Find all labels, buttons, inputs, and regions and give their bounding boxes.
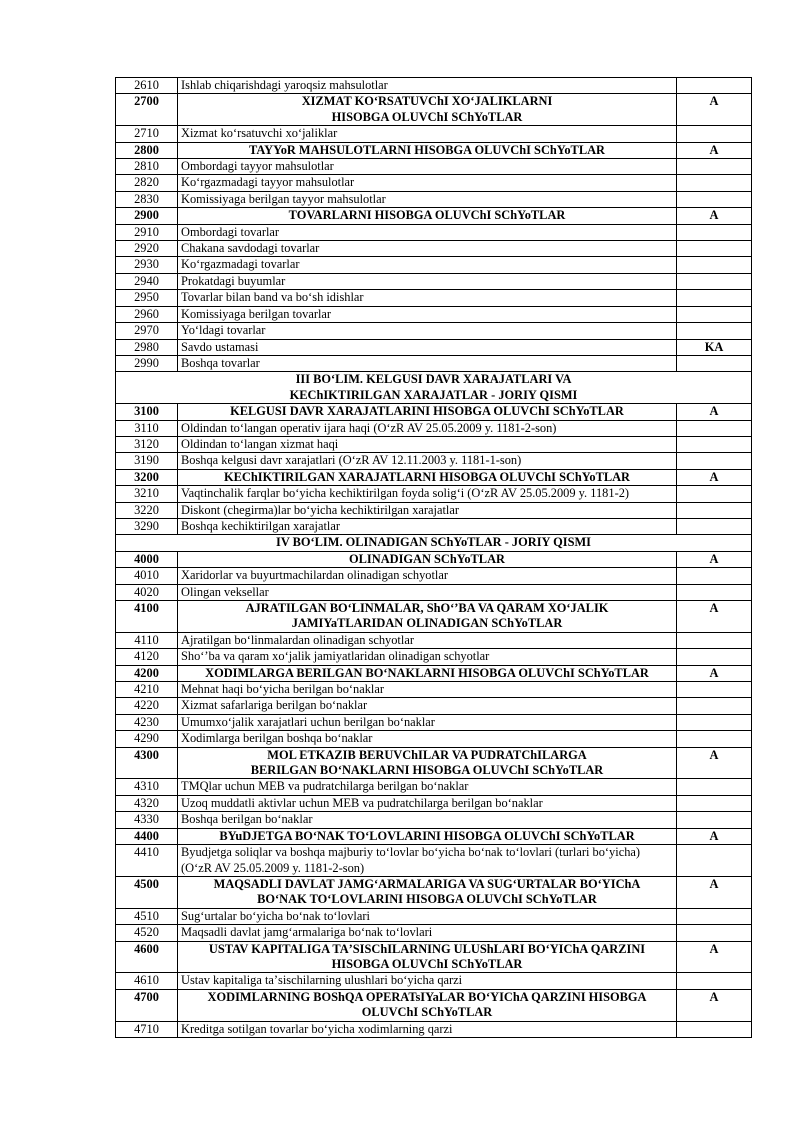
account-type-flag xyxy=(677,78,752,94)
account-code: 4320 xyxy=(116,795,178,811)
account-code: 4110 xyxy=(116,632,178,648)
account-code: 3200 xyxy=(116,469,178,485)
account-code: 4100 xyxy=(116,601,178,633)
account-name xyxy=(178,845,677,877)
account-group-row xyxy=(116,601,752,633)
account-type-flag xyxy=(677,420,752,436)
account-group-title-line: BERILGAN BOʻNAKLARNI HISOBGA OLUVChI SChYoTLAR xyxy=(250,763,604,778)
account-code: 2610 xyxy=(116,78,178,94)
account-name: Prokatdagi buyumlar xyxy=(178,273,677,289)
account-name: Oldindan toʻlangan operativ ijara haqi (OʻzR AV 25.05.2009 y. 1181-2-son) xyxy=(178,420,677,436)
account-type-flag xyxy=(677,1021,752,1037)
account-type-flag xyxy=(677,257,752,273)
account-group-title-line: BOʻNAK TOʻLOVLARINI HISOBGA OLUVChI SChYoTLAR xyxy=(257,892,597,907)
account-row xyxy=(116,257,752,273)
account-row xyxy=(116,502,752,518)
account-type-flag: A xyxy=(677,404,752,420)
account-name: Ajratilgan boʻlinmalardan olinadigan schyotlar xyxy=(178,632,677,648)
account-code: 4220 xyxy=(116,698,178,714)
account-code: 2970 xyxy=(116,323,178,339)
account-group-title-line: MOL ETKAZIB BERUVChILAR VA PUDRATChILARGA xyxy=(267,747,587,762)
account-group-title xyxy=(178,747,677,779)
account-code: 4210 xyxy=(116,682,178,698)
account-group-title xyxy=(178,551,677,567)
account-type-flag xyxy=(677,241,752,257)
account-type-flag xyxy=(677,306,752,322)
account-group-title-line: JAMIYaTLARIDAN OLINADIGAN SChYoTLAR xyxy=(291,616,563,631)
account-group-title-line: HISOBGA OLUVChI SChYoTLAR xyxy=(331,109,523,124)
account-row xyxy=(116,323,752,339)
account-row xyxy=(116,731,752,747)
account-type-flag xyxy=(677,273,752,289)
account-type-flag xyxy=(677,779,752,795)
account-code: 2800 xyxy=(116,142,178,158)
account-group-title xyxy=(178,989,677,1021)
account-type-flag: A xyxy=(677,469,752,485)
account-row xyxy=(116,436,752,452)
account-row xyxy=(116,175,752,191)
account-name: Boshqa tovarlar xyxy=(178,355,677,371)
account-row xyxy=(116,126,752,142)
account-code: 3210 xyxy=(116,486,178,502)
account-code: 4010 xyxy=(116,568,178,584)
table-body xyxy=(116,78,752,1038)
account-group-title xyxy=(178,208,677,224)
account-type-flag xyxy=(677,323,752,339)
account-code: 4710 xyxy=(116,1021,178,1037)
account-row xyxy=(116,779,752,795)
account-name: Sugʻurtalar boʻyicha boʻnak toʻlovlari xyxy=(178,908,677,924)
account-type-flag: A xyxy=(677,941,752,973)
account-name: Ombordagi tayyor mahsulotlar xyxy=(178,159,677,175)
account-code: 3120 xyxy=(116,436,178,452)
account-code: 3110 xyxy=(116,420,178,436)
account-row xyxy=(116,908,752,924)
account-type-flag xyxy=(677,973,752,989)
account-row xyxy=(116,355,752,371)
account-row xyxy=(116,714,752,730)
account-code: 2920 xyxy=(116,241,178,257)
account-row xyxy=(116,486,752,502)
account-row xyxy=(116,306,752,322)
account-type-flag: KA xyxy=(677,339,752,355)
section-title-line: IV BOʻLIM. OLINADIGAN SChYoTLAR - JORIY QISMI xyxy=(276,535,591,550)
account-name-line: Byudjetga soliqlar va boshqa majburiy toʻlovlar boʻyicha boʻnak toʻlovlari (turlari boʻyicha) xyxy=(181,845,641,860)
account-type-flag xyxy=(677,731,752,747)
account-code: 3220 xyxy=(116,502,178,518)
account-name: Maqsadli davlat jamgʻarmalariga boʻnak toʻlovlari xyxy=(178,925,677,941)
account-group-row xyxy=(116,551,752,567)
account-name: Vaqtinchalik farqlar boʻyicha kechiktirilgan foyda soligʻi (OʻzR AV 25.05.2009 y. 1181-2) xyxy=(178,486,677,502)
account-code: 2810 xyxy=(116,159,178,175)
account-group-title-line: TAYYoR MAHSULOTLARNI HISOBGA OLUVChI SChYoTLAR xyxy=(249,142,605,157)
account-name: Xizmat koʻrsatuvchi xoʻjaliklar xyxy=(178,126,677,142)
account-group-title-line: BYuDJETGA BOʻNAK TOʻLOVLARINI HISOBGA OLUVChI SChYoTLAR xyxy=(219,828,635,843)
account-code: 2700 xyxy=(116,94,178,126)
account-type-flag xyxy=(677,191,752,207)
account-name: Xaridorlar va buyurtmachilardan olinadigan schyotlar xyxy=(178,568,677,584)
account-type-flag xyxy=(677,908,752,924)
section-heading-row xyxy=(116,372,752,404)
account-row xyxy=(116,795,752,811)
account-code: 2910 xyxy=(116,224,178,240)
account-name: Xizmat safarlariga berilgan boʻnaklar xyxy=(178,698,677,714)
account-name: Koʻrgazmadagi tovarlar xyxy=(178,257,677,273)
account-type-flag xyxy=(677,584,752,600)
account-type-flag xyxy=(677,518,752,534)
chart-of-accounts-table xyxy=(115,77,752,1038)
account-code: 3190 xyxy=(116,453,178,469)
account-row xyxy=(116,698,752,714)
account-row xyxy=(116,973,752,989)
account-group-row xyxy=(116,747,752,779)
account-row xyxy=(116,273,752,289)
account-name: Mehnat haqi boʻyicha berilgan boʻnaklar xyxy=(178,682,677,698)
account-group-title-line: XODIMLARNING BOShQA OPERATsIYaLAR BOʻYIChA QARZINI HISOBGA xyxy=(207,989,647,1004)
account-code: 2820 xyxy=(116,175,178,191)
account-row xyxy=(116,241,752,257)
account-code: 4520 xyxy=(116,925,178,941)
account-group-title-line: OLINADIGAN SChYoTLAR xyxy=(349,551,505,566)
account-name: Savdo ustamasi xyxy=(178,339,677,355)
account-code: 4700 xyxy=(116,989,178,1021)
section-title-line: KEChIKTIRILGAN XARAJATLAR - JORIY QISMI xyxy=(289,387,578,402)
account-group-title-line: HISOBGA OLUVChI SChYoTLAR xyxy=(331,956,523,971)
account-code: 4020 xyxy=(116,584,178,600)
account-type-flag xyxy=(677,453,752,469)
account-row xyxy=(116,518,752,534)
section-title-line: III BOʻLIM. KELGUSI DAVR XARAJATLARI VA xyxy=(295,372,572,387)
account-type-flag xyxy=(677,159,752,175)
account-code: 4000 xyxy=(116,551,178,567)
account-row xyxy=(116,1021,752,1037)
section-title xyxy=(116,372,752,404)
account-type-flag xyxy=(677,714,752,730)
account-name: Ombordagi tovarlar xyxy=(178,224,677,240)
account-row xyxy=(116,290,752,306)
account-type-flag xyxy=(677,795,752,811)
account-row xyxy=(116,453,752,469)
account-type-flag xyxy=(677,436,752,452)
account-group-title-line: XIZMAT KOʻRSATUVChI XOʻJALIKLARNI xyxy=(301,94,553,109)
account-type-flag xyxy=(677,355,752,371)
account-row xyxy=(116,925,752,941)
account-type-flag: A xyxy=(677,94,752,126)
account-row xyxy=(116,649,752,665)
account-code: 4230 xyxy=(116,714,178,730)
account-group-row xyxy=(116,469,752,485)
account-group-row xyxy=(116,208,752,224)
account-row xyxy=(116,584,752,600)
account-type-flag: A xyxy=(677,665,752,681)
account-row xyxy=(116,78,752,94)
account-type-flag xyxy=(677,224,752,240)
account-code: 2950 xyxy=(116,290,178,306)
section-heading-row xyxy=(116,535,752,551)
account-name: Umumxoʻjalik xarajatlari uchun berilgan boʻnaklar xyxy=(178,714,677,730)
account-row xyxy=(116,568,752,584)
account-code: 3290 xyxy=(116,518,178,534)
account-code: 4290 xyxy=(116,731,178,747)
account-code: 2930 xyxy=(116,257,178,273)
account-type-flag xyxy=(677,502,752,518)
account-code: 4330 xyxy=(116,812,178,828)
account-code: 4200 xyxy=(116,665,178,681)
account-name: Ustav kapitaliga taʼsischilarning ulushlari boʻyicha qarzi xyxy=(178,973,677,989)
account-group-row xyxy=(116,142,752,158)
account-group-title xyxy=(178,142,677,158)
account-name: Oldindan toʻlangan xizmat haqi xyxy=(178,436,677,452)
account-type-flag: A xyxy=(677,208,752,224)
account-group-title xyxy=(178,404,677,420)
account-code: 2940 xyxy=(116,273,178,289)
account-code: 2900 xyxy=(116,208,178,224)
account-row xyxy=(116,191,752,207)
account-name: Yoʻldagi tovarlar xyxy=(178,323,677,339)
account-row xyxy=(116,159,752,175)
section-title xyxy=(116,535,752,551)
account-group-title xyxy=(178,94,677,126)
account-group-title-line: MAQSADLI DAVLAT JAMGʻARMALARIGA VA SUGʻURTALAR BOʻYIChA xyxy=(213,876,641,891)
account-name-line: (OʻzR AV 25.05.2009 y. 1181-2-son) xyxy=(181,860,365,875)
account-group-title-line: OLUVChI SChYoTLAR xyxy=(361,1005,493,1020)
account-code: 2960 xyxy=(116,306,178,322)
account-type-flag xyxy=(677,682,752,698)
account-group-row xyxy=(116,941,752,973)
account-row xyxy=(116,339,752,355)
account-group-title xyxy=(178,601,677,633)
account-row xyxy=(116,682,752,698)
account-type-flag xyxy=(677,126,752,142)
account-row xyxy=(116,632,752,648)
account-group-row xyxy=(116,989,752,1021)
account-name: Tovarlar bilan band va boʻsh idishlar xyxy=(178,290,677,306)
account-group-title-line: TOVARLARNI HISOBGA OLUVChI SChYoTLAR xyxy=(288,208,566,223)
account-type-flag: A xyxy=(677,828,752,844)
account-type-flag xyxy=(677,698,752,714)
account-row xyxy=(116,812,752,828)
account-name: Olingan veksellar xyxy=(178,584,677,600)
account-name: Boshqa kelgusi davr xarajatlari (OʻzR AV 12.11.2003 y. 1181-1-son) xyxy=(178,453,677,469)
account-group-row xyxy=(116,665,752,681)
account-name: Uzoq muddatli aktivlar uchun MEB va pudratchilarga berilgan boʻnaklar xyxy=(178,795,677,811)
account-code: 4400 xyxy=(116,828,178,844)
account-code: 4500 xyxy=(116,876,178,908)
account-type-flag xyxy=(677,568,752,584)
account-name: Komissiyaga berilgan tovarlar xyxy=(178,306,677,322)
account-name: Shoʻʼba va qaram xoʻjalik jamiyatlaridan olinadigan schyotlar xyxy=(178,649,677,665)
account-name: Komissiyaga berilgan tayyor mahsulotlar xyxy=(178,191,677,207)
account-code: 3100 xyxy=(116,404,178,420)
account-code: 4510 xyxy=(116,908,178,924)
account-name: Koʻrgazmadagi tayyor mahsulotlar xyxy=(178,175,677,191)
account-type-flag: A xyxy=(677,601,752,633)
account-group-row xyxy=(116,94,752,126)
account-group-title-line: KEChIKTIRILGAN XARAJATLARNI HISOBGA OLUVChI SChYoTLAR xyxy=(224,469,630,484)
account-code: 4600 xyxy=(116,941,178,973)
account-group-row xyxy=(116,828,752,844)
account-type-flag xyxy=(677,925,752,941)
account-type-flag xyxy=(677,845,752,877)
account-group-title xyxy=(178,876,677,908)
account-group-row xyxy=(116,404,752,420)
account-code: 2830 xyxy=(116,191,178,207)
account-code: 2990 xyxy=(116,355,178,371)
account-code: 2710 xyxy=(116,126,178,142)
account-group-title-line: XODIMLARGA BERILGAN BOʻNAKLARNI HISOBGA OLUVChI SChYoTLAR xyxy=(205,665,649,680)
account-name: Kreditga sotilgan tovarlar boʻyicha xodimlarning qarzi xyxy=(178,1021,677,1037)
account-code: 4310 xyxy=(116,779,178,795)
account-group-title-line: KELGUSI DAVR XARAJATLARINI HISOBGA OLUVChI SChYoTLAR xyxy=(230,404,624,419)
account-type-flag xyxy=(677,812,752,828)
account-type-flag: A xyxy=(677,142,752,158)
account-type-flag: A xyxy=(677,876,752,908)
account-group-title xyxy=(178,828,677,844)
account-type-flag: A xyxy=(677,989,752,1021)
account-name: Ishlab chiqarishdagi yaroqsiz mahsulotlar xyxy=(178,78,677,94)
account-name: Boshqa kechiktirilgan xarajatlar xyxy=(178,518,677,534)
account-type-flag xyxy=(677,649,752,665)
account-group-title-line: USTAV KAPITALIGA TAʼSISChILARNING ULUShLARI BOʻYIChA QARZINI xyxy=(208,941,646,956)
account-type-flag xyxy=(677,290,752,306)
account-row xyxy=(116,845,752,877)
account-row xyxy=(116,224,752,240)
account-name: Xodimlarga berilgan boshqa boʻnaklar xyxy=(178,731,677,747)
account-name: Chakana savdodagi tovarlar xyxy=(178,241,677,257)
account-group-title-line: AJRATILGAN BOʻLINMALAR, ShOʻʼBA VA QARAM XOʻJALIK xyxy=(245,601,609,615)
account-type-flag xyxy=(677,632,752,648)
account-name: Diskont (chegirma)lar boʻyicha kechiktirilgan xarajatlar xyxy=(178,502,677,518)
account-code: 4300 xyxy=(116,747,178,779)
account-name: TMQlar uchun MEB va pudratchilarga berilgan boʻnaklar xyxy=(178,779,677,795)
account-group-row xyxy=(116,876,752,908)
account-group-title xyxy=(178,469,677,485)
account-type-flag xyxy=(677,175,752,191)
account-type-flag: A xyxy=(677,551,752,567)
account-group-title xyxy=(178,941,677,973)
account-code: 2980 xyxy=(116,339,178,355)
account-group-title xyxy=(178,665,677,681)
account-code: 4120 xyxy=(116,649,178,665)
account-code: 4610 xyxy=(116,973,178,989)
account-type-flag: A xyxy=(677,747,752,779)
account-type-flag xyxy=(677,486,752,502)
account-row xyxy=(116,420,752,436)
account-code: 4410 xyxy=(116,845,178,877)
account-name: Boshqa berilgan boʻnaklar xyxy=(178,812,677,828)
